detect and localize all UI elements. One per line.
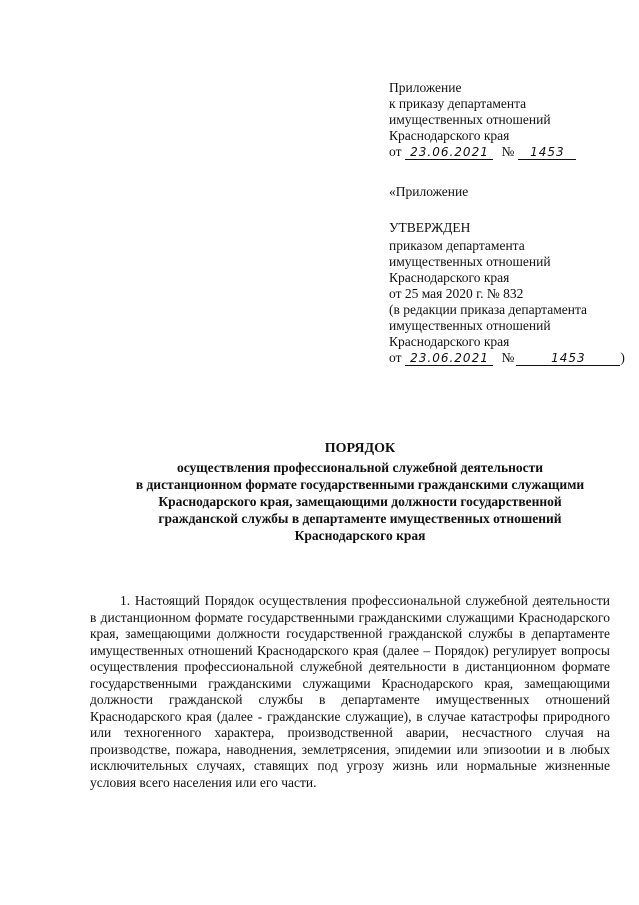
approved-line: имущественных отношений bbox=[389, 318, 551, 333]
document-title bbox=[80, 440, 639, 544]
closing-parenthesis: ) bbox=[620, 350, 625, 365]
approved-line: (в редакции приказа департамента bbox=[389, 302, 588, 317]
title-line: Краснодарского края bbox=[294, 528, 426, 543]
title-line: Краснодарского края, замещающими должности государственной bbox=[158, 494, 562, 509]
approved-title: УТВЕРЖДЕН bbox=[389, 220, 471, 235]
title-line: осуществления профессиональной служебной деятельности bbox=[176, 460, 544, 475]
from-label: от bbox=[389, 350, 402, 365]
handwritten-number: 1453 bbox=[518, 145, 576, 160]
appendix-quote-title: «Приложение bbox=[389, 184, 469, 199]
title-main: ПОРЯДОК bbox=[324, 441, 396, 456]
approval-stamp-block bbox=[389, 184, 634, 366]
appendix-date-number bbox=[389, 144, 629, 160]
approved-line: имущественных отношений bbox=[389, 254, 551, 269]
handwritten-date: 23.06.2021 bbox=[405, 145, 493, 160]
appendix-header bbox=[389, 80, 629, 160]
body-paragraph: 1. Настоящий Порядок осуществления профессиональной служебной деятельности в дистанционном формате государственными гражданскими служащими Краснодарского края, замещающими должности государственной гражданской службы в департаменте имущественных отношений Краснодарского края (далее – Порядок) регулирует вопросы осуществления профессиональной служебной деятельности в дистанционном формате государственными гражданскими служащими Краснодарского края, замещающими должности гражданской службы в департаменте имущественных отношений Краснодарского края (далее - гражданские служащие), в случае катастрофы природного или техногенного характера, производственной аварии, несчастного случая на производстве, пожара, наводнения, землетрясения, эпидемии или эпизootии и в любых исключительных случаях, ставящих под угрозу жизнь или нормальные жизненные условия всего населения или его части. bbox=[90, 593, 610, 790]
handwritten-date: 23.06.2021 bbox=[405, 351, 493, 366]
appendix-line: к приказу департамента bbox=[389, 96, 527, 111]
title-line: в дистанционном формате государственными гражданскими служащими bbox=[135, 477, 585, 492]
appendix-line: Приложение bbox=[389, 80, 462, 95]
approved-line: Краснодарского края bbox=[389, 334, 510, 349]
from-label: от bbox=[389, 144, 402, 159]
handwritten-number: 1453 bbox=[516, 351, 620, 366]
title-line: гражданской службы в департаменте имущественных отношений bbox=[158, 511, 562, 526]
appendix-line: Краснодарского края bbox=[389, 128, 510, 143]
number-sign: № bbox=[501, 350, 515, 365]
approved-line: от 25 мая 2020 г. № 832 bbox=[389, 286, 524, 301]
approved-date-number bbox=[389, 350, 634, 366]
appendix-line: имущественных отношений bbox=[389, 112, 551, 127]
approved-line: приказом департамента bbox=[389, 238, 525, 253]
approved-line: Краснодарского края bbox=[389, 270, 510, 285]
number-sign: № bbox=[501, 144, 515, 159]
